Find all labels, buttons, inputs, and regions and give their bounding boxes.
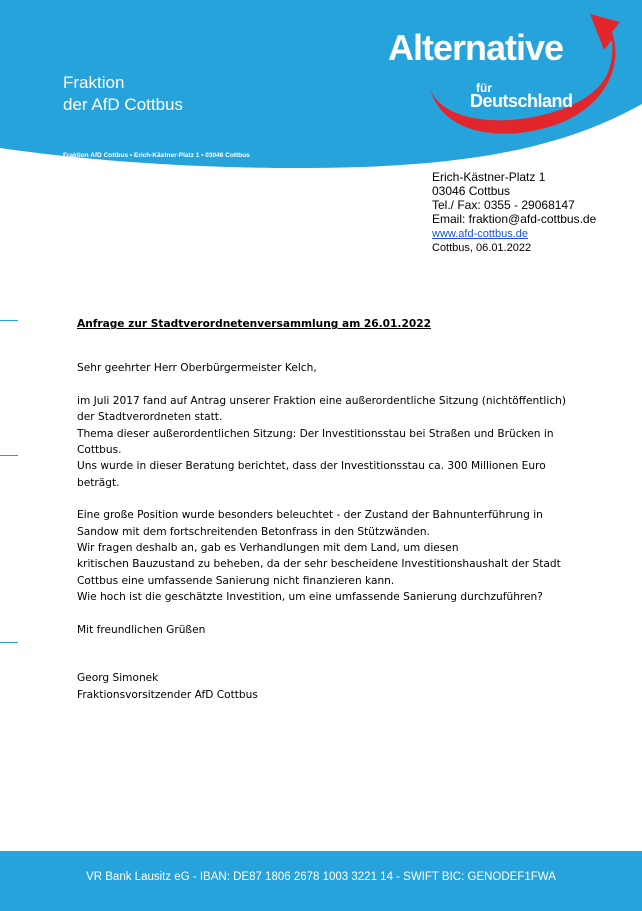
fold-mark (0, 320, 18, 321)
paragraph-2-line: Cottbus eine umfassende Sanierung nicht finanzieren kann. (77, 574, 395, 587)
contact-block (432, 170, 596, 255)
logo-wordmark-deutschland: Deutschland (470, 91, 573, 111)
faction-line-1: Fraktion (63, 73, 125, 92)
fold-mark (0, 455, 18, 456)
paragraph-1-line: beträgt. (77, 476, 120, 489)
paragraph-2-line: Eine große Position wurde besonders beleuchtet - der Zustand der Bahnunterführung in (77, 509, 543, 522)
bank-details: VR Bank Lausitz eG - IBAN: DE87 1806 2678 1003 3221 14 - SWIFT BIC: GENODEF1FWA (86, 871, 556, 883)
paragraph-2-line: Wie hoch ist die geschätzte Investition, um eine umfassende Sanierung durchzuführen? (77, 591, 543, 604)
contact-street: Erich-Kästner-Platz 1 (432, 170, 546, 184)
signer-name: Georg Simonek (77, 672, 159, 685)
letter-subject: Anfrage zur Stadtverordnetenversammlung am 26.01.2022 (77, 318, 431, 330)
contact-phone: Tel./ Fax: 0355 - 29068147 (432, 198, 575, 212)
paragraph-2-line: kritischen Bauzustand zu beheben, da der sehr bescheidene Investitionshaushalt der Stadt (77, 558, 561, 571)
paragraph-2-line: Wir fragen deshalb an, gab es Verhandlungen mit dem Land, um diesen (77, 542, 459, 555)
signer-role: Fraktionsvorsitzender AfD Cottbus (77, 688, 258, 701)
faction-name (63, 72, 183, 116)
letter-date: Cottbus, 06.01.2022 (432, 242, 532, 254)
sender-address-line: Fraktion AfD Cottbus • Erich-Kästner-Platz 1 • 03046 Cottbus (63, 152, 250, 159)
paragraph-1-line: Cottbus. (77, 444, 122, 457)
paragraph-1-line: Uns wurde in dieser Beratung berichtet, dass der Investitionsstau ca. 300 Millionen Euro (77, 460, 546, 473)
logo-wordmark-fuer: für (476, 81, 492, 95)
paragraph-1-line: der Stadtverordneten statt. (77, 411, 223, 424)
faction-line-2: der AfD Cottbus (63, 95, 184, 114)
letter-body (77, 316, 567, 703)
logo-wordmark-alternative: Alternative (388, 27, 564, 68)
contact-city: 03046 Cottbus (432, 184, 511, 198)
letterhead (0, 0, 642, 172)
paragraph-1-line: im Juli 2017 fand auf Antrag unserer Fraktion eine außerordentliche Sitzung (nichtöffentlich) (77, 394, 566, 407)
fold-mark (0, 642, 18, 643)
salutation: Sehr geehrter Herr Oberbürgermeister Kelch, (77, 362, 317, 375)
paragraph-2-line: Sandow mit dem fortschreitenden Betonfrass in den Stützwänden. (77, 525, 430, 538)
contact-website-link[interactable]: www.afd-cottbus.de (432, 228, 528, 240)
closing: Mit freundlichen Grüßen (77, 623, 206, 636)
footer-band (0, 851, 642, 911)
paragraph-1-line: Thema dieser außerordentlichen Sitzung: Der Investitionsstau bei Straßen und Brücken in (77, 427, 554, 440)
contact-email: Email: fraktion@afd-cottbus.de (432, 212, 597, 226)
